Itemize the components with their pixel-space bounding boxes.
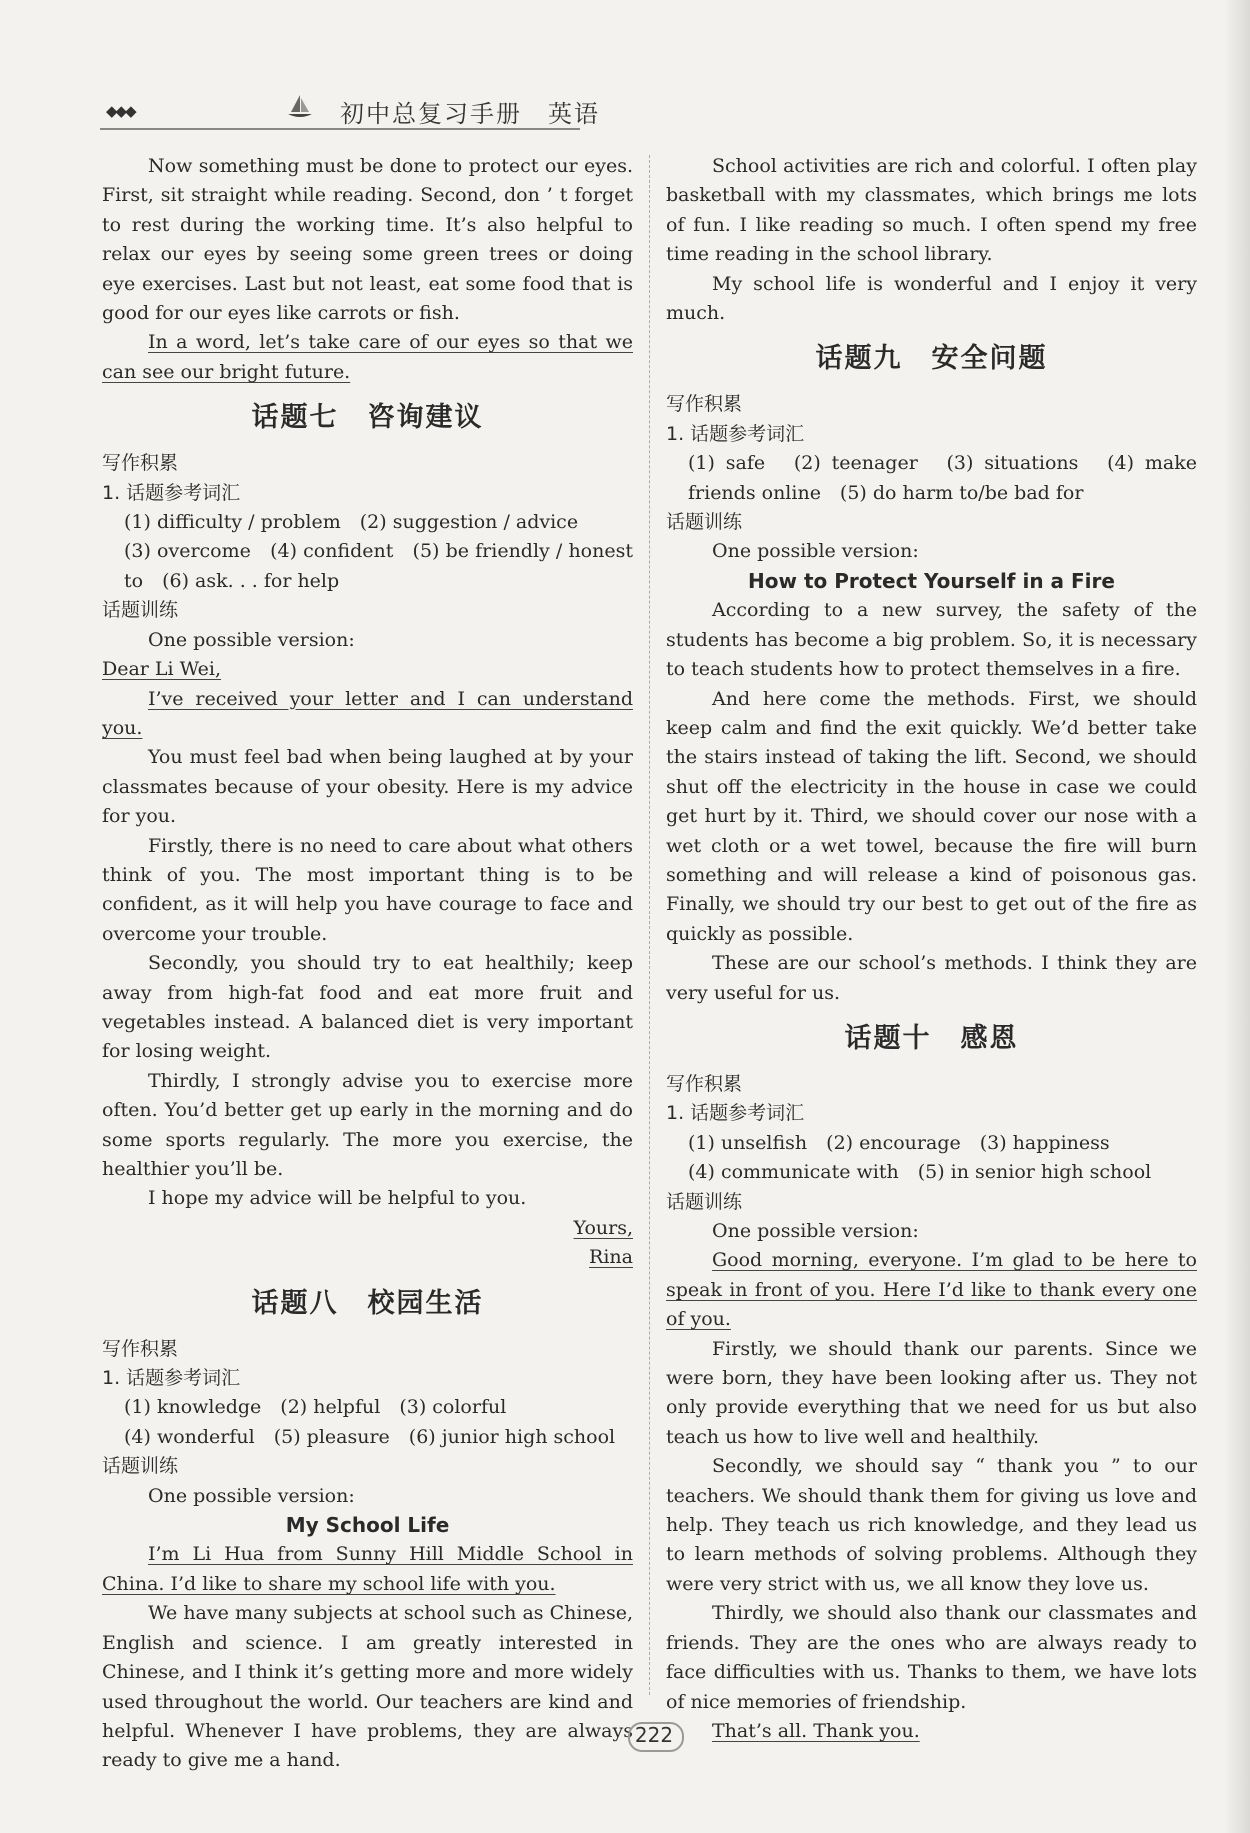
- section-heading: 写作积累: [666, 1072, 743, 1095]
- vocab-line: (4) communicate with (5) in senior high school: [688, 1161, 1152, 1184]
- section-heading: 话题训练: [666, 1190, 743, 1213]
- vocab-line: (1) safe (2) teenager (3) situations (4) make friends online (5) do harm to/be bad for: [688, 452, 1197, 504]
- section-heading: 写作积累: [102, 1337, 179, 1360]
- essay-title: My School Life: [285, 1513, 450, 1538]
- version-label: One possible version:: [148, 1484, 355, 1507]
- right-column: [666, 152, 1197, 1746]
- vocab-line: (1) difficulty / problem (2) suggestion / advice: [124, 511, 579, 534]
- paragraph: Secondly, we should say “ thank you ” to our teachers. We should thank them for giving us love and help. They teach us rich knowledge, and they lead us to learn methods of solving problems. Although they were very strict with us, we all know they love us.: [666, 1455, 1197, 1595]
- letter-signature: Rina: [589, 1246, 633, 1269]
- underlined-sentence: I’m Li Hua from Sunny Hill Middle School in China. I’d like to share my school life with you.: [102, 1543, 633, 1595]
- paragraph: Thirdly, I strongly advise you to exercise more often. You’d better get up early in the morning and do some sports regularly. The more you exercise, the healthier you’ll be.: [102, 1069, 633, 1180]
- paragraph: Now something must be done to protect our eyes. First, sit straight while reading. Second, don ’ t forget to rest during the working time. It’s also helpful to relax our eyes by seeing some green trees or doing eye exercises. Last but not least, eat some food that is good for our eyes like carrots or fish.: [102, 155, 633, 325]
- topic9-title: 话题九 安全问题: [815, 343, 1048, 375]
- paragraph: School activities are rich and colorful. I often play basketball with my classmates, which brings me lots of fun. I like reading so much. I often spend my free time reading in the school library.: [666, 155, 1197, 266]
- page-number: 222: [634, 1723, 674, 1747]
- topic8-title: 话题八 校园生活: [251, 1287, 484, 1319]
- paragraph: Firstly, we should thank our parents. Since we were born, they have been looking after us. They not only provide everything that we need for us but also teach us how to live well and healthily.: [666, 1337, 1197, 1448]
- letter-greeting: Dear Li Wei,: [102, 658, 222, 681]
- header-title: 初中总复习手册 英语: [340, 100, 600, 128]
- section-heading: 话题训练: [102, 599, 179, 622]
- page-header: [100, 88, 600, 132]
- essay-title: How to Protect Yourself in a Fire: [748, 568, 1115, 593]
- left-column: [102, 152, 633, 1776]
- paragraph: And here come the methods. First, we should keep calm and find the exit quickly. We’d better take the stairs instead of taking the lift. Second, we should shut off the electricity in the house in case we could get hurt by it. Third, we should cover our nose with a wet cloth or a wet towel, because the fire will burn something and will release a kind of poisonous gas. Finally, we should try our best to get out of the fire as quickly as possible.: [666, 687, 1197, 945]
- underlined-sentence: That’s all. Thank you.: [712, 1719, 920, 1742]
- section-heading: 话题训练: [102, 1455, 179, 1478]
- section-subheading: 1. 话题参考词汇: [666, 422, 805, 445]
- paragraph: These are our school’s methods. I think they are very useful for us.: [666, 952, 1197, 1004]
- vocab-line: (4) wonderful (5) pleasure (6) junior high school: [124, 1425, 616, 1448]
- header-rule: [100, 128, 580, 130]
- section-heading: 写作积累: [666, 393, 743, 416]
- underlined-sentence: I’ve received your letter and I can understand you.: [102, 687, 633, 739]
- section-heading: 话题训练: [666, 511, 743, 534]
- section-subheading: 1. 话题参考词汇: [102, 481, 241, 504]
- paragraph: Secondly, you should try to eat healthily; keep away from high-fat food and eat more fruit and vegetables instead. A balanced diet is very important for losing weight.: [102, 952, 633, 1063]
- page-edge-shadow: [1224, 0, 1250, 1833]
- vocab-line: (1) knowledge (2) helpful (3) colorful: [124, 1396, 507, 1419]
- version-label: One possible version:: [712, 540, 919, 563]
- version-label: One possible version:: [712, 1220, 919, 1242]
- section-heading: 写作积累: [102, 452, 179, 475]
- paragraph: You must feel bad when being laughed at by your classmates because of your obesity. Here is my advice for you.: [102, 746, 633, 828]
- underlined-sentence: In a word, let’s take care of our eyes so that we can see our bright future.: [102, 331, 633, 383]
- paragraph: My school life is wonderful and I enjoy it very much.: [666, 272, 1197, 325]
- paragraph: We have many subjects at school such as Chinese, English and science. I am greatly interested in Chinese, and I think it’s getting more and more widely used throughout the world. Our teachers are kind and helpful. Whenever I have problems, they are always ready to give me a hand.: [102, 1602, 633, 1772]
- topic10-title: 话题十 感恩: [844, 1022, 1019, 1054]
- column-divider: [649, 155, 650, 1695]
- section-subheading: 1. 话题参考词汇: [102, 1367, 241, 1390]
- vocab-line: (1) unselfish (2) encourage (3) happiness: [688, 1131, 1110, 1154]
- topic7-title: 话题七 咨询建议: [251, 402, 484, 434]
- section-subheading: 1. 话题参考词汇: [666, 1102, 805, 1125]
- vocab-line: (3) overcome (4) confident (5) be friendly / honest to (6) ask. . . for help: [124, 540, 633, 592]
- header-diamonds-icon: ◆◆◆: [106, 102, 135, 120]
- paragraph: According to a new survey, the safety of the students has become a big problem. So, it is necessary to teach students how to protect themselves in a fire.: [666, 599, 1197, 681]
- paragraph: Thirdly, we should also thank our classmates and friends. They are the ones who are always ready to face difficulties with us. Thanks to them, we have lots of nice memories of friendship.: [666, 1602, 1197, 1713]
- underlined-sentence: Good morning, everyone. I’m glad to be here to speak in front of you. Here I’d like to thank every one of you.: [666, 1249, 1197, 1331]
- paragraph: I hope my advice will be helpful to you.: [148, 1187, 527, 1210]
- letter-closing: Yours,: [573, 1216, 633, 1239]
- paragraph: Firstly, there is no need to care about what others think of you. The most important thing is to be confident, as it will help you have courage to face and overcome your trouble.: [102, 834, 633, 945]
- version-label: One possible version:: [148, 628, 355, 651]
- sailboat-logo-icon: [285, 92, 315, 122]
